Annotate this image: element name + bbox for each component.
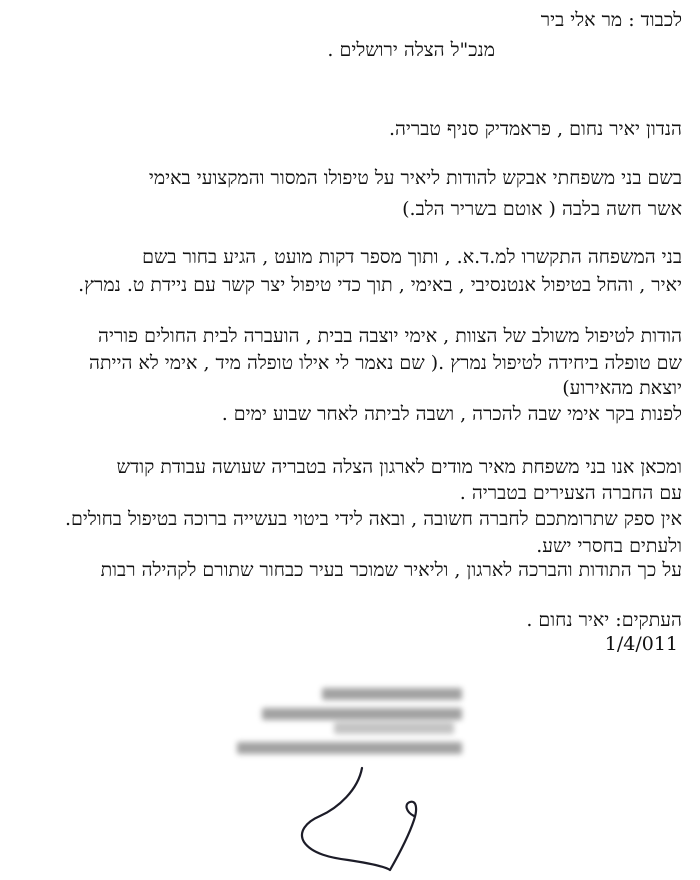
paragraph-3-line-1: הודות לטיפול משולב של הצוות , אימי יוצבה בבית , הועברה לבית החולים פוריה xyxy=(98,325,682,347)
paragraph-3-line-2: שם טופלה ביחידה לטיפול נמרץ .( שם נאמר לי אילו טופלה מיד , אימי לא הייתה xyxy=(89,352,682,374)
paragraph-3-line-4: לפנות בקר אימי שבה להכרה , ושבה לביתה לאחר שבוע ימים . xyxy=(221,403,682,425)
letter-date: 1/4/011 xyxy=(604,633,678,655)
paragraph-4-line-4: ולעתים בחסרי ישע. xyxy=(536,535,682,557)
blurred-stamp-icon xyxy=(232,684,462,764)
handwritten-signature-icon xyxy=(290,760,450,875)
recipient-title-line: מנכ"ל הצלה ירושלים . xyxy=(327,39,495,61)
paragraph-1-line-2: אשר חשה בלבה ( אוטם בשריר הלב.) xyxy=(402,198,682,220)
subject-line: הנדון יאיר נחום , פראמדיק סניף טבריה. xyxy=(388,118,682,140)
paragraph-3-line-3: יוצאת מהאירוע) xyxy=(562,377,682,399)
paragraph-1-line-1: בשם בני משפחתי אבקש להודות ליאיר על טיפולו המסור והמקצועי באימי xyxy=(148,167,682,189)
paragraph-4-line-1: ומכאן אנו בני משפחת מאיר מודים לארגון הצלה בטבריה שעושה עבודת קודש xyxy=(116,456,682,478)
paragraph-4-line-5: על כך התודות והברכה לארגון , וליאיר שמוכר בעיר כבחור שתורם לקהילה רבות xyxy=(100,559,682,581)
recipient-line: לכבוד : מר אלי ביר xyxy=(540,9,682,31)
paragraph-2-line-2: יאיר , והחל בטיפול אנטנסיבי , באימי , תוך כדי טיפול יצר קשר עם ניידת ט. נמרץ. xyxy=(78,274,682,296)
copies-line: העתקים: יאיר נחום . xyxy=(526,609,682,631)
paragraph-2-line-1: בני המשפחה התקשרו למ.ד.א. , ותוך מספר דקות מועט , הגיע בחור בשם xyxy=(142,246,682,268)
paragraph-4-line-2: עם החברה הצעירים בטבריה . xyxy=(459,482,682,504)
paragraph-4-line-3: אין ספק שתרומתכם לחברה חשובה , ובאה לידי ביטוי בעשייה ברוכה בטיפול בחולים. xyxy=(64,508,682,530)
